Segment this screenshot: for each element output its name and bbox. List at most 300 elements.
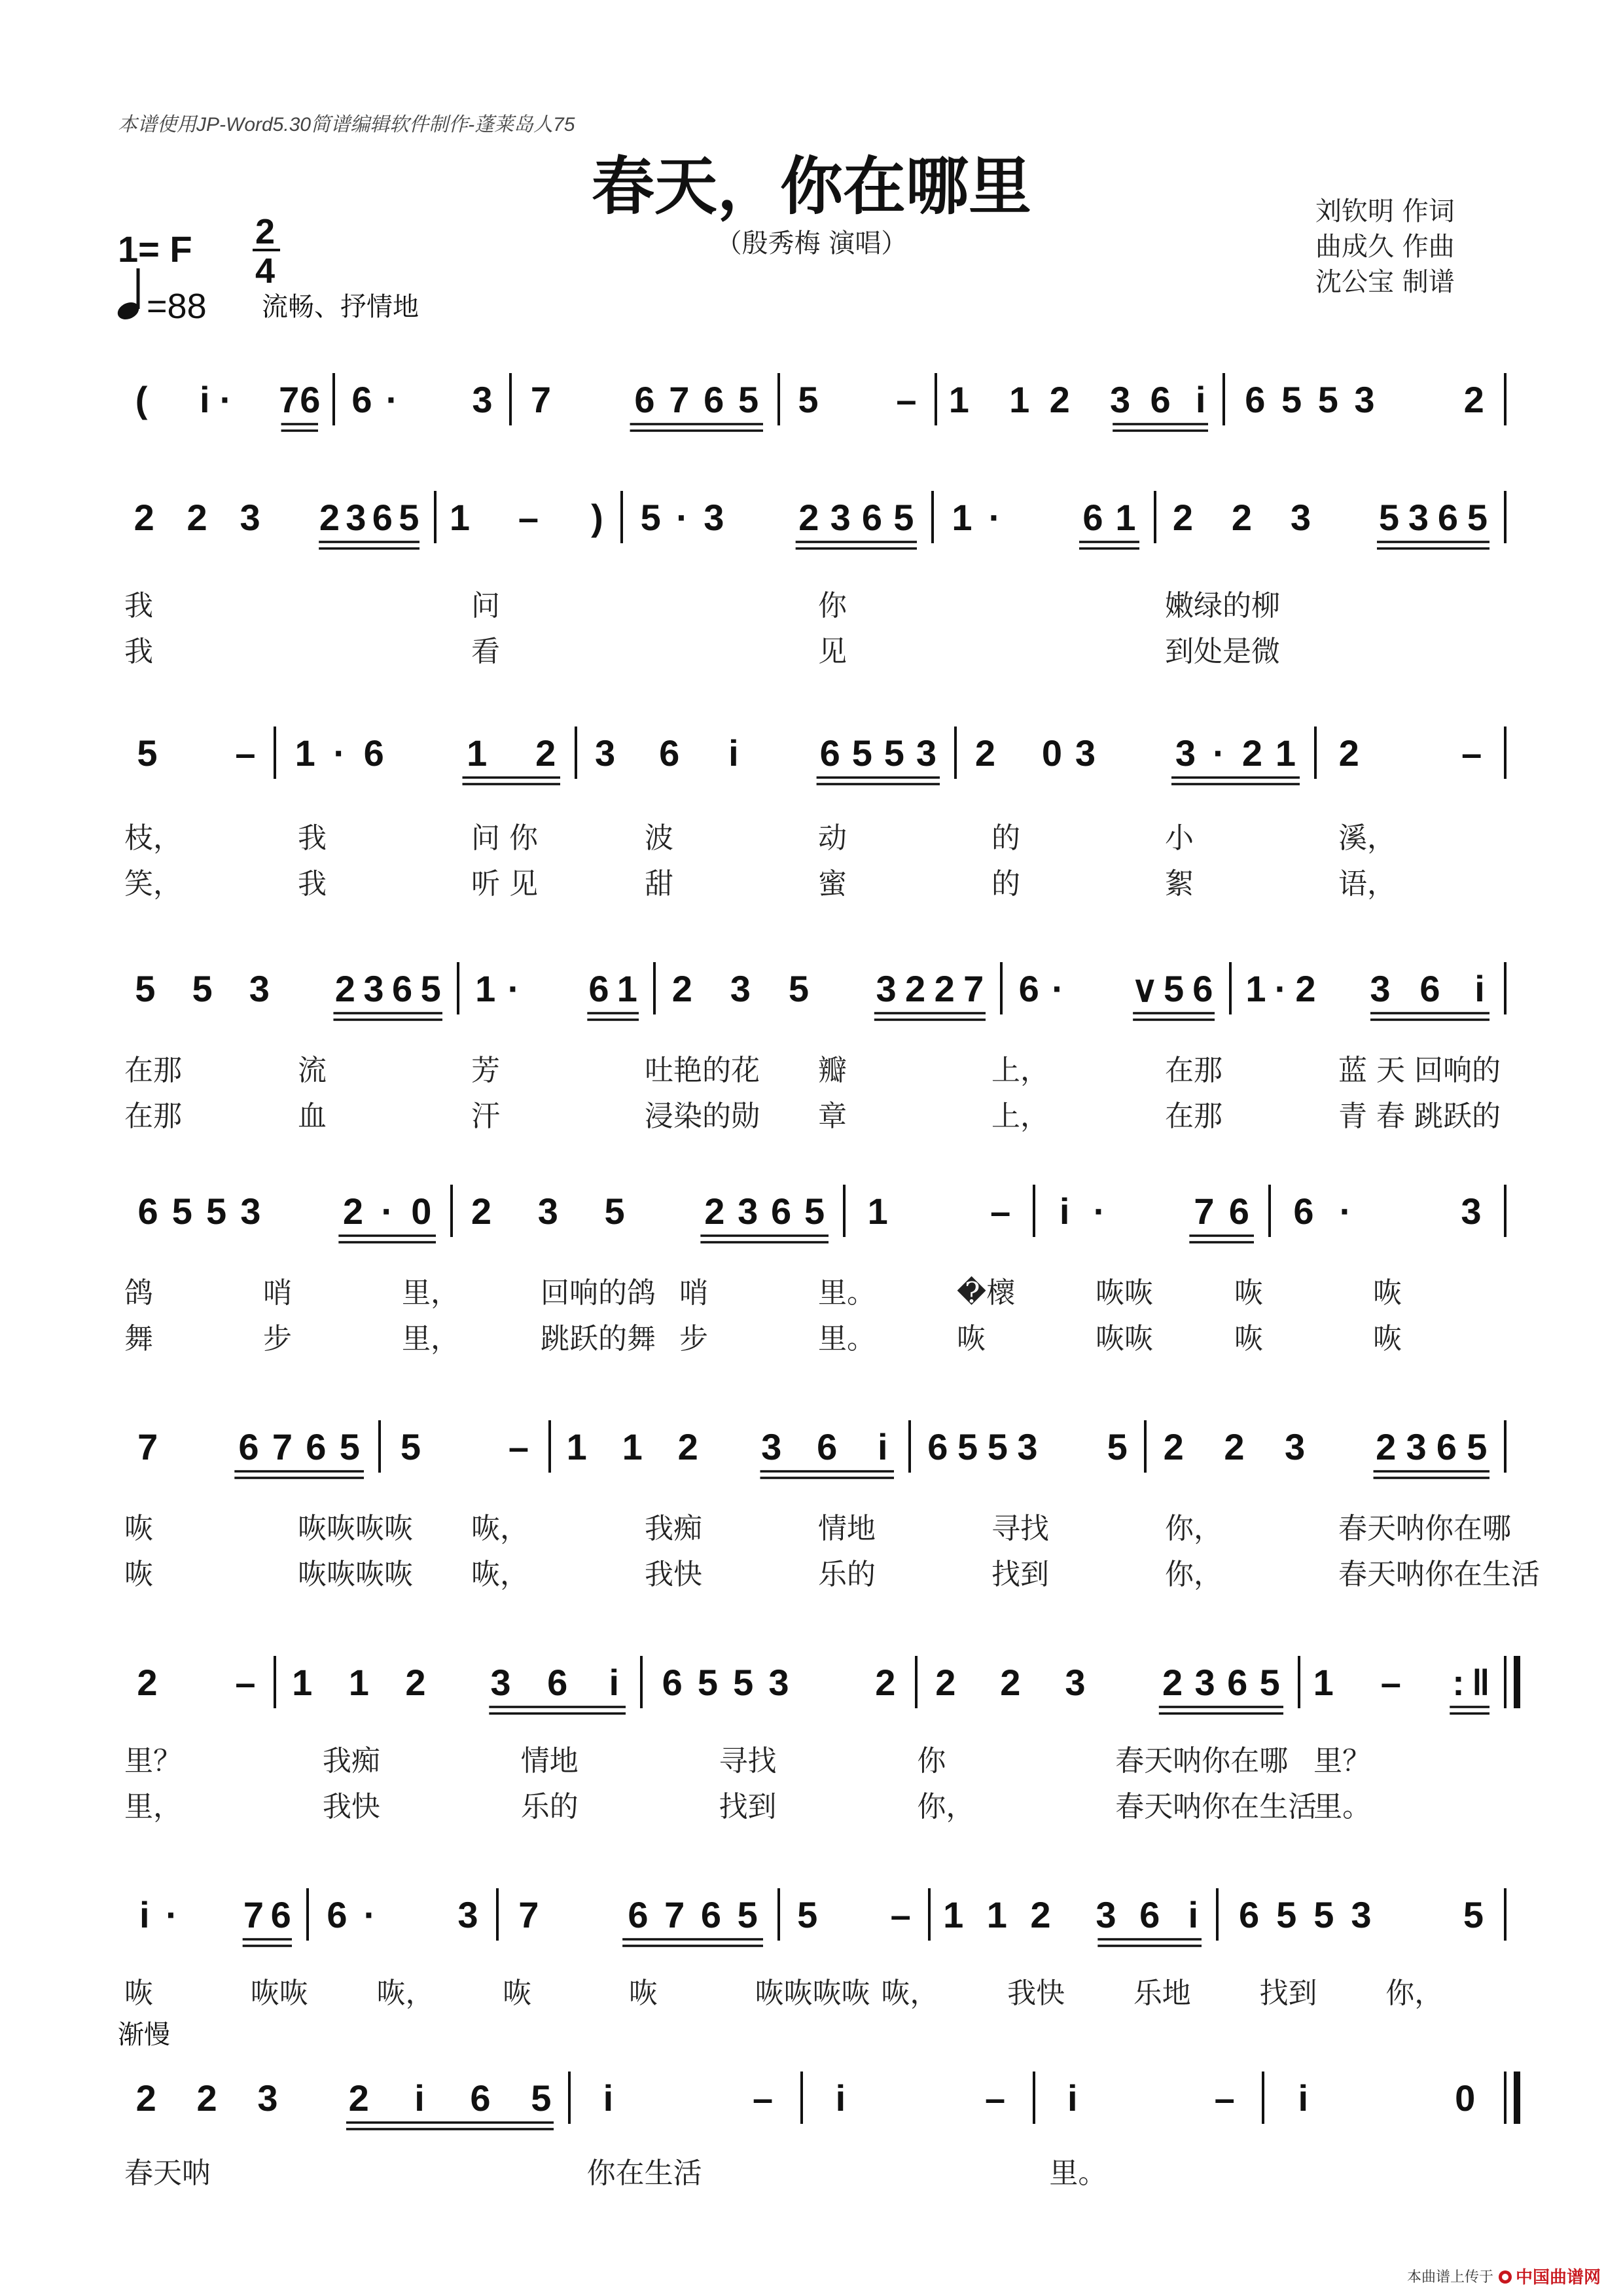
note: 5 <box>797 1894 818 1935</box>
lyric-word: 在那 <box>1165 1100 1222 1133</box>
note: 6 <box>1227 1662 1248 1703</box>
note: 3 <box>1290 497 1311 538</box>
note: 7 <box>137 1426 158 1467</box>
lyric-word: 里， <box>124 1790 182 1823</box>
lyric-line <box>124 1276 1402 1310</box>
note: i <box>1188 1894 1199 1935</box>
note: 3 <box>240 497 260 538</box>
note: 0 <box>411 1191 432 1232</box>
note: ( <box>135 379 148 420</box>
note: ) <box>591 497 603 538</box>
measure <box>1339 732 1482 774</box>
note: 6 <box>861 497 883 538</box>
note: – <box>990 1191 1011 1232</box>
lyric-line <box>124 1100 1501 1133</box>
note: 2 <box>677 1426 698 1467</box>
system-6 <box>124 1420 1540 1591</box>
lyric-word: 咴 <box>1373 1276 1402 1310</box>
measure <box>1298 2077 1475 2119</box>
note: 5 <box>1276 1894 1297 1935</box>
lyric-word: �櫰 <box>957 1276 1016 1310</box>
lyric-word: 见 <box>818 635 847 668</box>
note: 6 <box>700 1894 722 1935</box>
note: – <box>890 1894 911 1935</box>
note: 6 <box>659 732 680 774</box>
note: 2 <box>935 1662 956 1703</box>
footer-site[interactable]: 中国曲谱网 <box>1516 2267 1601 2287</box>
lyricist-credit: 刘钦明 作词 <box>1315 196 1455 226</box>
lyric-word: 咴咴 <box>250 1977 308 2010</box>
lyric-word: 我 <box>298 821 327 855</box>
lyric-line <box>124 867 1396 901</box>
note: 6 <box>1437 497 1459 538</box>
note: · <box>363 1894 376 1935</box>
measure <box>1313 1662 1490 1713</box>
lyric-word: 小 <box>1165 821 1194 855</box>
note: 5 <box>851 732 872 774</box>
note: 2 <box>1231 497 1253 538</box>
measure <box>935 1662 1283 1713</box>
note: 5 <box>697 1662 719 1703</box>
lyric-word: 青 春 跳跃的 <box>1338 1100 1501 1133</box>
note: 3 <box>730 968 751 1009</box>
note: 1 <box>952 497 972 538</box>
key-text: 1= F <box>118 228 192 270</box>
lyric-word: 咴， <box>471 1512 529 1545</box>
lyric-word: 步 <box>263 1322 292 1355</box>
lyric-word: 我 <box>298 867 327 901</box>
system-8 <box>124 1888 1505 2010</box>
note: 6 <box>588 968 609 1009</box>
lyric-word: 咴咴咴咴 <box>298 1558 413 1591</box>
lyric-word: 芳 <box>471 1054 500 1087</box>
lyric-word: 的 <box>991 821 1020 855</box>
note: · <box>333 732 346 774</box>
note: 1 <box>986 1894 1007 1935</box>
lyric-word: 我 <box>124 635 153 668</box>
note: 5 <box>1163 968 1185 1009</box>
measure <box>798 379 916 420</box>
lyric-word: 你 <box>818 589 847 622</box>
lyric-word: 问 你 <box>471 821 538 855</box>
lyric-word: 咴 <box>1234 1322 1263 1355</box>
composer-credit: 曲成久 作曲 <box>1315 232 1455 262</box>
measure <box>1245 379 1484 420</box>
note: · <box>507 968 520 1009</box>
note: ∨ <box>1131 968 1158 1009</box>
note: 6 <box>927 1426 948 1467</box>
lyric-word: 跳跃的舞 <box>541 1322 656 1355</box>
note: 5 <box>1107 1426 1128 1467</box>
lyric-word: 哨 <box>679 1276 708 1310</box>
lyric-word: 语， <box>1338 867 1396 901</box>
note: – <box>753 2077 774 2119</box>
note: i <box>1067 2077 1078 2119</box>
measure <box>603 2077 774 2119</box>
system-5 <box>124 1185 1505 1355</box>
lyric-word: 哨 <box>263 1276 292 1310</box>
note: 6 <box>300 379 321 420</box>
note: 2 <box>1376 1426 1397 1467</box>
lyric-line <box>124 1054 1501 1087</box>
note: 2 <box>1172 497 1194 538</box>
lyric-word: 你 <box>917 1744 946 1778</box>
measure <box>1245 968 1489 1020</box>
lyric-word: 找到 <box>719 1790 777 1823</box>
time-signature-bottom: 4 <box>255 251 276 291</box>
note: 5 <box>192 968 213 1009</box>
note: i <box>1195 379 1206 420</box>
note: 6 <box>1082 497 1103 538</box>
lyric-line <box>124 1790 1371 1823</box>
note: 5 <box>1317 379 1338 420</box>
lyric-word: 看 <box>471 635 500 668</box>
note: 5 <box>883 732 904 774</box>
note: 2 <box>1162 1662 1183 1703</box>
note: 7 <box>530 379 552 420</box>
note: 1 <box>566 1426 587 1467</box>
lyric-word: 上， <box>991 1100 1049 1133</box>
note: 2 <box>1295 968 1316 1009</box>
note: 5 <box>420 968 441 1009</box>
note: 6 <box>817 1426 838 1467</box>
note: 5 <box>804 1191 825 1232</box>
measure <box>138 1191 436 1242</box>
note: 5 <box>531 2077 552 2119</box>
note: i <box>139 1894 150 1935</box>
system-2 <box>124 491 1505 668</box>
note: 6 <box>327 1894 348 1935</box>
measure <box>927 1426 1127 1467</box>
note: 1 <box>616 968 637 1009</box>
lyric-word: 里。 <box>818 1276 876 1310</box>
note: 6 <box>1419 968 1440 1009</box>
note: 1 <box>475 968 496 1009</box>
lyric-word: 溪， <box>1338 821 1396 855</box>
lyric-word: 咴， <box>471 1558 529 1591</box>
note: 5 <box>205 1191 227 1232</box>
note: 3 <box>1065 1662 1086 1703</box>
note: 6 <box>363 732 384 774</box>
measure <box>943 1894 1202 1946</box>
lyric-word: 咴咴咴咴 <box>298 1512 413 1545</box>
lyric-word: 春天呐你在哪 <box>1338 1512 1511 1545</box>
note: 3 <box>257 2077 278 2119</box>
lyric-word: 情地 <box>818 1512 876 1545</box>
note: 1 <box>867 1191 888 1232</box>
lyric-word: 上， <box>991 1054 1049 1087</box>
note: 2 <box>1163 1426 1184 1467</box>
note: 1 <box>449 497 471 538</box>
note: 1 <box>1009 379 1030 420</box>
singer-credit: （殷秀梅 演唱） <box>715 228 908 259</box>
note: 6 <box>270 1894 291 1935</box>
measure <box>952 497 1139 548</box>
lyric-word: 我快 <box>1007 1977 1065 2010</box>
note: 3 <box>830 497 851 538</box>
note: 6 <box>351 379 372 420</box>
lyric-word: 咴， <box>376 1977 435 2010</box>
note: 5 <box>171 1191 192 1232</box>
lyric-word: 里， <box>402 1276 459 1310</box>
note: – <box>985 2077 1006 2119</box>
lyric-word: 里， <box>402 1322 459 1355</box>
note: 2 <box>334 968 355 1009</box>
measure <box>1239 1894 1484 1935</box>
note: 7 <box>279 379 300 420</box>
lyric-word: 咴 <box>124 1558 153 1591</box>
note: · <box>1274 968 1287 1009</box>
lyric-word: 咴咴 <box>1096 1276 1153 1310</box>
note: 5 <box>1313 1894 1334 1935</box>
note: 2 <box>974 732 996 774</box>
note: 6 <box>306 1426 327 1467</box>
lyric-word: 动 <box>818 821 847 855</box>
lyric-word: 你在生活 <box>586 2157 702 2190</box>
measure <box>797 1894 911 1935</box>
measure <box>401 1426 529 1467</box>
note: 2 <box>704 1191 725 1232</box>
lyric-word: 在那 <box>1165 1054 1222 1087</box>
quarter-note-icon <box>115 268 142 323</box>
lyric-word: 咴咴咴咴 <box>755 1977 870 2010</box>
note: 6 <box>1150 379 1171 420</box>
note: 6 <box>1018 968 1039 1009</box>
lyric-word: 里？ <box>1313 1744 1372 1778</box>
measure <box>975 732 1300 784</box>
note: i <box>877 1426 888 1467</box>
note: 3 <box>1175 732 1196 774</box>
measure <box>136 2077 554 2129</box>
measure <box>518 1894 763 1946</box>
note: · <box>1093 1191 1106 1232</box>
measure <box>595 732 940 784</box>
note: 6 <box>634 379 655 420</box>
note: 1 <box>348 1662 369 1703</box>
note: · <box>676 497 688 538</box>
lyric-line <box>124 821 1396 855</box>
note: 5 <box>1467 1426 1488 1467</box>
note: 0 <box>1041 732 1063 774</box>
lyric-word: 到处是微 <box>1165 635 1280 668</box>
note: 2 <box>1224 1426 1245 1467</box>
note: i <box>414 2077 425 2119</box>
lyric-word: 问 <box>471 589 500 622</box>
note: 5 <box>399 497 419 538</box>
note: 6 <box>1238 1894 1260 1935</box>
note: 3 <box>1370 968 1391 1009</box>
measure <box>672 968 986 1020</box>
lyric-word: 笑， <box>124 867 182 901</box>
note: i <box>609 1662 620 1703</box>
lyric-word: 咴 <box>957 1322 986 1355</box>
note: 3 <box>472 379 493 420</box>
note: 7 <box>243 1894 264 1935</box>
measure <box>1173 497 1489 548</box>
measure <box>137 1426 364 1478</box>
lyric-word: 的 <box>991 867 1020 901</box>
note: 6 <box>1245 379 1266 420</box>
note: 1 <box>948 379 969 420</box>
software-note: 本谱使用JP-Word5.30简谱编辑软件制作-蓬莱岛人75 <box>118 114 575 135</box>
rit-mark: 渐慢 <box>118 2020 170 2049</box>
note: 3 <box>1194 1662 1215 1703</box>
note: 5 <box>400 1426 421 1467</box>
note: 7 <box>963 968 984 1009</box>
note: 3 <box>1351 1894 1372 1935</box>
note: 2 <box>342 1191 364 1232</box>
lyric-line <box>124 1512 1511 1545</box>
lyric-word: 血 <box>298 1100 327 1133</box>
note: 5 <box>1467 497 1488 538</box>
note: 3 <box>1075 732 1096 774</box>
lyric-word: 你， <box>1165 1558 1222 1591</box>
note: 5 <box>640 497 661 538</box>
lyric-word: 舞 <box>124 1322 153 1355</box>
lyric-line <box>124 1322 1402 1355</box>
note: 6 <box>391 968 413 1009</box>
note: 2 <box>875 1662 896 1703</box>
note: 3 <box>1109 379 1131 420</box>
lyric-word: 找到 <box>991 1558 1049 1591</box>
note: 2 <box>134 497 154 538</box>
note: 5 <box>738 379 759 420</box>
measure <box>471 1191 829 1242</box>
note: 6 <box>1228 1191 1249 1232</box>
measure <box>1060 1191 1254 1242</box>
lyric-word: 你， <box>1165 1512 1222 1545</box>
lyric-word: 咴 <box>124 1977 153 2010</box>
note: 6 <box>704 379 724 420</box>
tempo-expression: 流畅、抒情地 <box>262 293 419 321</box>
note: 6 <box>819 732 840 774</box>
lyric-line <box>124 2157 1107 2190</box>
note: · <box>1339 1191 1352 1232</box>
lyric-word: 里。 <box>1313 1790 1372 1823</box>
lyric-line <box>124 1744 1371 1778</box>
lyric-word: 波 <box>645 821 673 855</box>
note: 3 <box>363 968 384 1009</box>
lyric-word: 枝， <box>124 821 182 855</box>
note: i <box>835 2077 846 2119</box>
measure <box>662 1662 896 1703</box>
system-7 <box>124 1656 1517 1823</box>
lyric-word: 咴， <box>881 1977 939 2010</box>
measure <box>135 968 442 1020</box>
measure <box>1293 1191 1481 1232</box>
note: 3 <box>1096 1894 1116 1935</box>
note: 5 <box>1378 497 1400 538</box>
measure <box>868 1191 1011 1232</box>
lyric-word: 寻找 <box>991 1512 1049 1545</box>
lyric-word: 咴 <box>124 1512 153 1545</box>
note: 1 <box>1115 497 1136 538</box>
lyric-word: 乐地 <box>1133 1977 1191 2010</box>
note: 2 <box>135 2077 156 2119</box>
note: 3 <box>537 1191 558 1232</box>
note: 5 <box>1259 1662 1280 1703</box>
lyric-word: 甜 <box>645 867 673 901</box>
note: 3 <box>1408 497 1429 538</box>
note: 5 <box>339 1426 360 1467</box>
measure <box>836 2077 1006 2119</box>
note: – <box>896 379 917 420</box>
note: 6 <box>1436 1426 1457 1467</box>
note: i <box>1474 968 1485 1009</box>
measure <box>1019 968 1215 1020</box>
note: 2 <box>1000 1662 1021 1703</box>
note: 5 <box>788 968 810 1009</box>
site-logo-icon <box>1499 2270 1512 2284</box>
note: : <box>1452 1662 1465 1703</box>
lyric-word: 咴 <box>503 1977 532 2010</box>
measure <box>450 497 603 538</box>
note: 5 <box>798 379 819 420</box>
measure <box>949 379 1208 431</box>
note: 2 <box>187 497 207 538</box>
note: 3 <box>1406 1426 1427 1467</box>
lyric-word: 鸽 <box>124 1276 153 1310</box>
lyric-word: 春天呐你在哪 <box>1115 1744 1289 1778</box>
note: 1 <box>467 732 488 774</box>
lyric-word: 情地 <box>520 1744 579 1778</box>
measure <box>1164 1426 1489 1478</box>
lyric-word: 章 <box>818 1100 847 1133</box>
lyric-word: 我痴 <box>645 1512 702 1545</box>
measure <box>641 497 917 548</box>
note: 3 <box>768 1662 789 1703</box>
note: 3 <box>594 732 616 774</box>
note: 2 <box>319 497 340 538</box>
time-signature-top: 2 <box>255 212 276 251</box>
lyric-word: 我痴 <box>322 1744 380 1778</box>
note: – <box>508 1426 529 1467</box>
note: 2 <box>934 968 955 1009</box>
measure <box>531 379 763 431</box>
page-title: 春天，你在哪里 <box>592 149 1031 223</box>
note: 1 <box>294 732 315 774</box>
note: 6 <box>662 1662 683 1703</box>
lyric-line <box>124 589 1280 622</box>
note: 2 <box>535 732 556 774</box>
note: – <box>235 732 256 774</box>
lyric-word: 汗 <box>471 1100 500 1133</box>
lyric-word: 我 <box>124 589 153 622</box>
note: ‖ <box>1471 1662 1490 1703</box>
lyric-word: 你， <box>1385 1977 1444 2010</box>
note: 2 <box>137 1662 158 1703</box>
note: 5 <box>604 1191 625 1232</box>
note: 5 <box>1281 379 1302 420</box>
note: – <box>1461 732 1482 774</box>
note: 3 <box>1354 379 1375 420</box>
note: 0 <box>1455 2077 1476 2119</box>
note: i <box>199 379 210 420</box>
note: 2 <box>348 2077 369 2119</box>
note: · <box>166 1894 178 1935</box>
note: 6 <box>137 1191 158 1232</box>
lyric-line <box>124 1558 1540 1591</box>
note: 3 <box>249 968 270 1009</box>
lyric-word: 里？ <box>124 1744 182 1778</box>
note: 6 <box>771 1191 792 1232</box>
note: 1 <box>1313 1662 1334 1703</box>
note: 7 <box>518 1894 539 1935</box>
lyric-word: 乐的 <box>818 1558 876 1591</box>
note: · <box>385 379 399 420</box>
lyric-word: 浸染的勋 <box>645 1100 760 1133</box>
note: 3 <box>490 1662 511 1703</box>
